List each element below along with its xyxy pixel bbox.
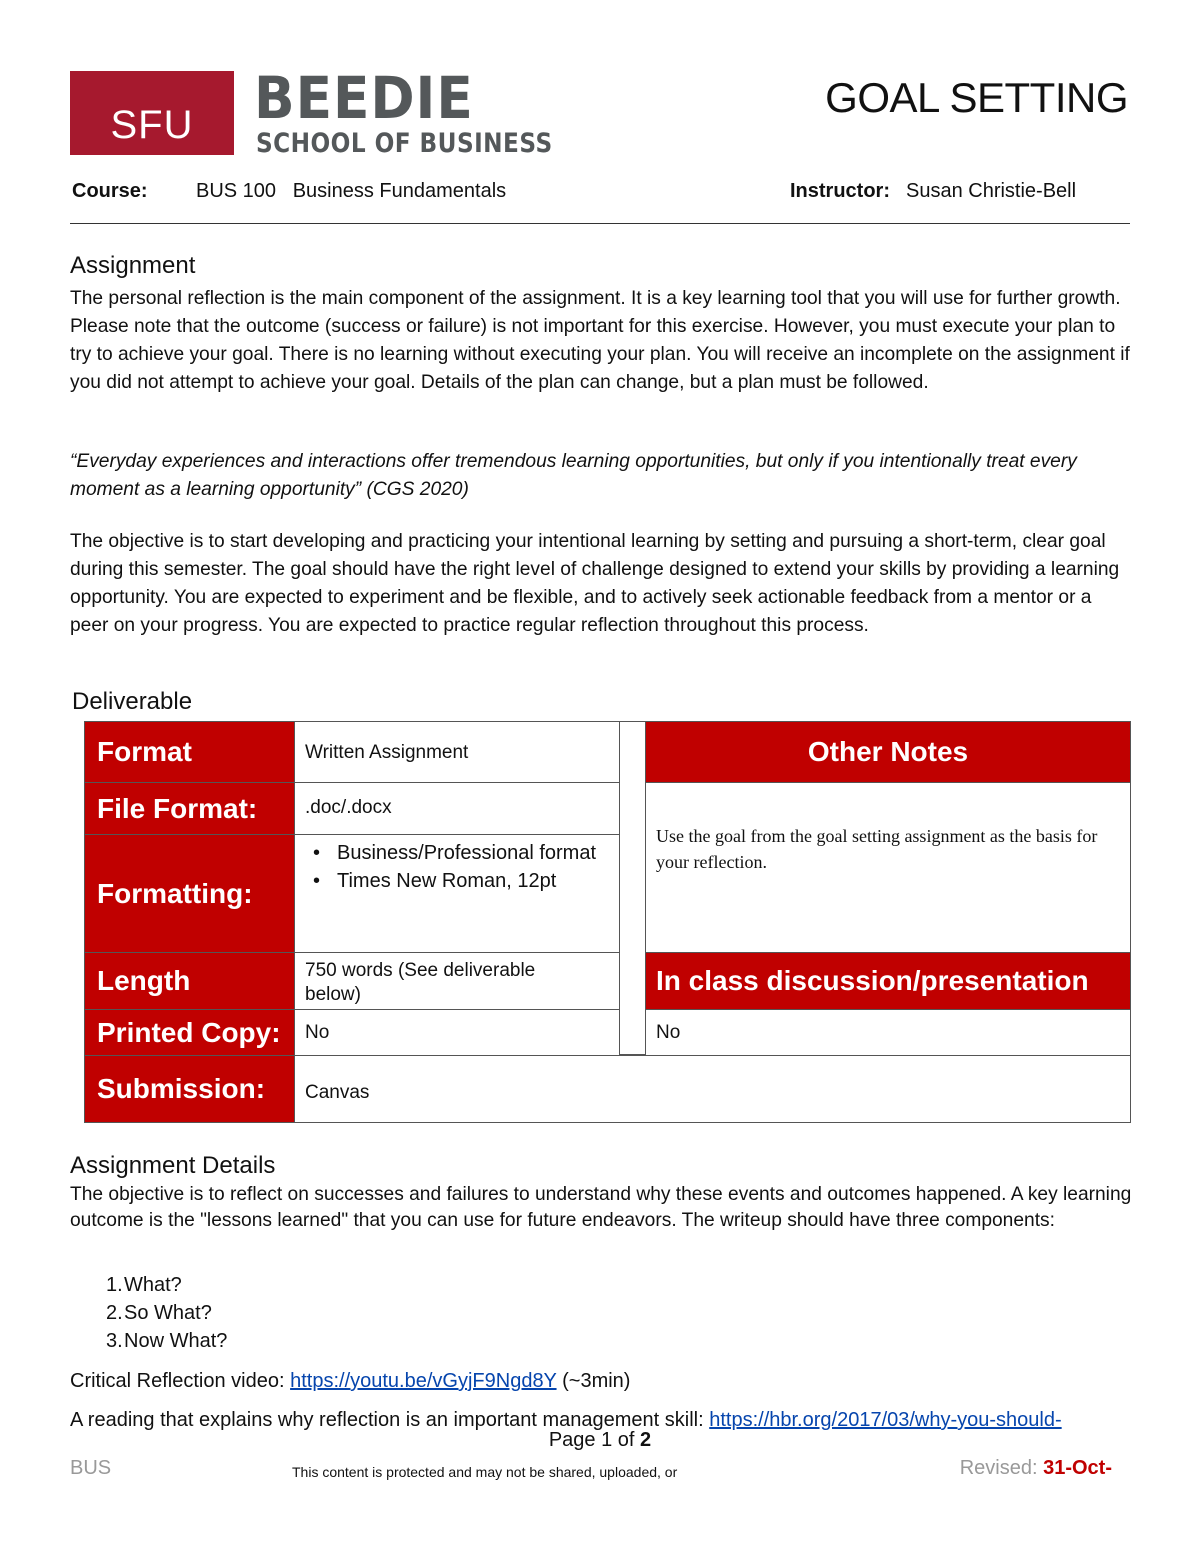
list-item: [70, 1299, 227, 1327]
class-discussion-value: No: [645, 1009, 1131, 1056]
header-divider: [70, 223, 1130, 224]
revised-date: 31-Oct-: [1043, 1457, 1112, 1479]
list-item: [70, 1271, 227, 1299]
assignment-paragraph-1: The personal reflection is the main component of the assignment. It is a key learning tool that you will use for further growth. Please note that the outcome (success or failure) is not important for this exercise. However, you must execute your plan to try to achieve your goal. There is no learning without executing your plan. You will receive an incomplete on the assignment if you did not attempt to achieve your goal. Details of the plan can change, but a plan must be followed.: [70, 288, 1130, 393]
printed-copy-label: Printed Copy:: [84, 1009, 295, 1056]
instructor-label: Instructor:: [790, 180, 890, 202]
other-notes-value: Use the goal from the goal setting assignment as the basis for your reflection.: [645, 782, 1131, 953]
formatting-label: Formatting:: [84, 834, 295, 953]
page-current: 1: [601, 1429, 613, 1451]
printed-copy-value: No: [294, 1009, 620, 1056]
assignment-quote: “Everyday experiences and interactions offer tremendous learning opportunities, but only if you intentionally treat every moment as a learning opportunity” (CGS 2020): [70, 451, 1077, 500]
assignment-heading: Assignment: [70, 252, 196, 279]
format-value: Written Assignment: [294, 721, 620, 783]
beedie-logo-text: BEEDIE: [254, 64, 474, 132]
document-title: GOAL SETTING: [825, 74, 1128, 121]
formatting-value: [294, 834, 620, 953]
list-number: 1.: [106, 1274, 123, 1296]
sfu-logo-box: [70, 71, 234, 155]
deliverable-heading: Deliverable: [72, 688, 193, 715]
list-item: [70, 1327, 227, 1355]
footer-left: BUS: [70, 1457, 112, 1479]
details-paragraph: The objective is to reflect on successes and failures to understand why these events and outcomes happened. A key learning outcome is the "lessons learned" that you can use for future endeavors. The writeup should have three components:: [70, 1184, 1132, 1231]
table-spacer-column: [619, 721, 646, 1055]
format-label: Format: [84, 721, 295, 783]
formatting-list: [295, 835, 619, 895]
reading-prefix: A reading that explains why reflection is an important management skill:: [70, 1409, 710, 1431]
page-number: [0, 1429, 1200, 1452]
video-suffix: (~3min): [556, 1370, 631, 1392]
class-discussion-header: In class discussion/presentation: [645, 952, 1131, 1010]
file-format-value: .doc/.docx: [294, 782, 620, 835]
school-of-business-text: SCHOOL OF BUSINESS: [256, 128, 553, 159]
video-link[interactable]: https://youtu.be/vGyjF9Ngd8Y: [290, 1370, 557, 1392]
formatting-item: • Times New Roman, 12pt: [313, 867, 619, 895]
components-list: [70, 1271, 227, 1355]
list-text: So What?: [124, 1302, 212, 1324]
course-label: Course:: [72, 180, 148, 202]
footer-revised: [960, 1457, 1112, 1480]
revised-label: Revised:: [959, 1457, 1044, 1479]
list-text: What?: [124, 1274, 182, 1296]
footer-notice: This content is protected and may not be shared, uploaded, or: [292, 1464, 678, 1480]
length-value: 750 words (See deliverable below): [294, 952, 620, 1010]
length-label: Length: [84, 952, 295, 1010]
video-prefix: Critical Reflection video:: [70, 1370, 291, 1392]
page-of: of: [612, 1429, 641, 1451]
instructor-value: Susan Christie-Bell: [906, 180, 1077, 202]
list-number: 2.: [106, 1302, 123, 1324]
assignment-paragraph-2: The objective is to start developing and practicing your intentional learning by setting and pursuing a short-term, clear goal during this semester. The goal should have the right level of challenge designed to extend your skills by providing a learning opportunity. You are expected to experiment and be flexible, and to actively seek actionable feedback from a mentor or a peer on your progress. You are expected to practice regular reflection throughout this process.: [70, 531, 1120, 636]
list-number: 3.: [106, 1330, 123, 1352]
file-format-label: File Format:: [84, 782, 295, 835]
list-text: Now What?: [124, 1330, 228, 1352]
page-prefix: Page: [548, 1429, 602, 1451]
submission-value: Canvas: [294, 1055, 1131, 1123]
reading-link[interactable]: https://hbr.org/2017/03/why-you-should-: [709, 1409, 1062, 1431]
other-notes-header: Other Notes: [645, 721, 1131, 783]
formatting-item: • Business/Professional format: [313, 839, 619, 867]
submission-label: Submission:: [84, 1055, 295, 1123]
sfu-logo-text: SFU: [110, 103, 194, 147]
details-heading: Assignment Details: [70, 1152, 276, 1179]
video-line: [70, 1367, 630, 1395]
page-total: 2: [640, 1429, 652, 1451]
course-value: BUS 100 Business Fundamentals: [196, 180, 507, 202]
